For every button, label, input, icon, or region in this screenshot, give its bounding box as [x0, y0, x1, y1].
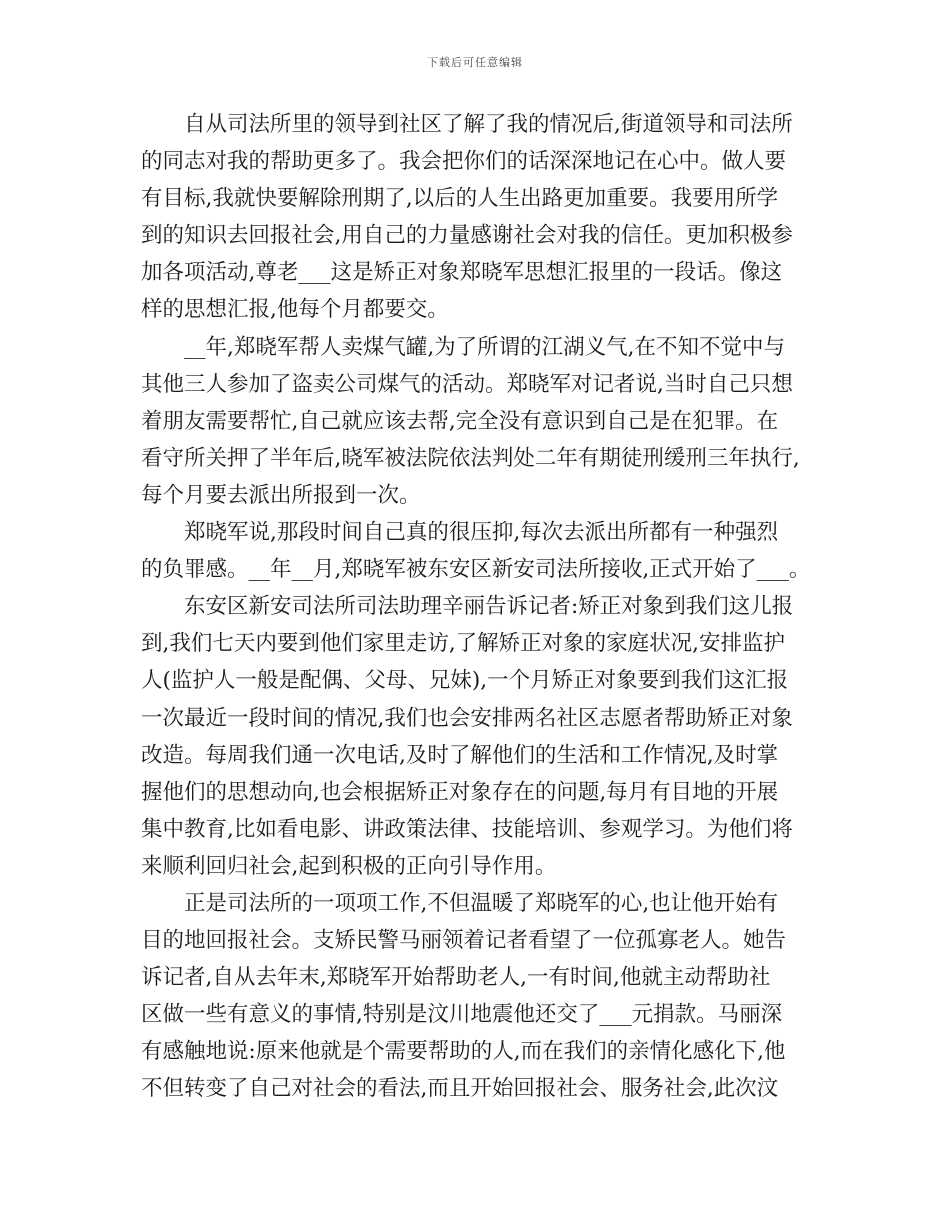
document-body — [141, 106, 813, 1108]
page-header: 下载后可任意编辑 — [427, 56, 523, 69]
paragraph — [141, 106, 813, 329]
text-line: 到的知识去回报社会,用自己的力量感谢社会对我的信任。更加积极参 — [141, 223, 793, 249]
paragraph — [141, 588, 813, 885]
text-line: 着朋友需要帮忙,自己就应该去帮,完全没有意识到自己是在犯罪。在 — [141, 408, 779, 434]
text-line: 握他们的思想动向,也会根据矫正对象存在的问题,每月有目地的开展 — [141, 779, 779, 805]
text-line: 有感触地说:原来他就是个需要帮助的人,而在我们的亲情化感化下,他 — [141, 1039, 786, 1065]
paragraph — [141, 885, 813, 1108]
text-line: 改造。每周我们通一次电话,及时了解他们的生活和工作情况,及时掌 — [141, 742, 779, 768]
text-line: 样的思想汇报,他每个月都要交。 — [141, 297, 449, 323]
text-line: 自从司法所里的领导到社区了解了我的情况后,街道领导和司法所 — [184, 112, 793, 137]
text-line: 有目标,我就快要解除刑期了,以后的人生出路更加重要。我要用所学 — [141, 186, 779, 212]
text-line: 区做一些有意义的事情,特别是汶川地震他还交了___元捐款。马丽深 — [141, 1002, 783, 1028]
text-line: 人(监护人一般是配偶、父母、兄妹),一个月矫正对象要到我们这汇报 — [141, 668, 789, 694]
text-line: 的同志对我的帮助更多了。我会把你们的话深深地记在心中。做人要 — [141, 149, 787, 175]
text-line: 集中教育,比如看电影、讲政策法律、技能培训、参观学习。为他们将 — [141, 816, 793, 842]
text-line: 每个月要去派出所报到一次。 — [141, 482, 421, 508]
paragraph — [141, 329, 813, 514]
text-line: 正是司法所的一项项工作,不但温暖了郑晓军的心,也让他开始有 — [184, 890, 779, 916]
text-line: 加各项活动,尊老___这是矫正对象郑晓军思想汇报里的一段话。像这 — [141, 260, 783, 286]
text-line: 的负罪感。__年__月,郑晓军被东安区新安司法所接收,正式开始了___。 — [141, 557, 811, 583]
text-line: 东安区新安司法所司法助理辛丽告诉记者:矫正对象到我们这儿报 — [184, 594, 794, 620]
text-line: __年,郑晓军帮人卖煤气罐,为了所谓的江湖义气,在不知不觉中与 — [184, 334, 786, 360]
text-line: 来顺利回归社会,起到积极的正向引导作用。 — [141, 853, 557, 879]
text-line: 其他三人参加了盗卖公司煤气的活动。郑晓军对记者说,当时自己只想 — [141, 371, 793, 397]
paragraph — [141, 514, 813, 588]
text-line: 一次最近一段时间的情况,我们也会安排两名社区志愿者帮助矫正对象 — [141, 705, 793, 731]
text-line: 郑晓军说,那段时间自己真的很压抑,每次去派出所都有一种强烈 — [184, 520, 779, 546]
text-line: 看守所关押了半年后,晓军被法院依法判处二年有期徒刑缓刑三年执行, — [141, 445, 800, 471]
text-line: 到,我们七天内要到他们家里走访,了解矫正对象的家庭状况,安排监护 — [141, 631, 786, 657]
text-line: 诉记者,自从去年末,郑晓军开始帮助老人,一有时间,他就主动帮助社 — [141, 965, 771, 991]
text-line: 目的地回报社会。支矫民警马丽领着记者看望了一位孤寡老人。她告 — [141, 928, 787, 954]
text-line: 不但转变了自己对社会的看法,而且开始回报社会、服务社会,此次汶 — [141, 1076, 779, 1102]
